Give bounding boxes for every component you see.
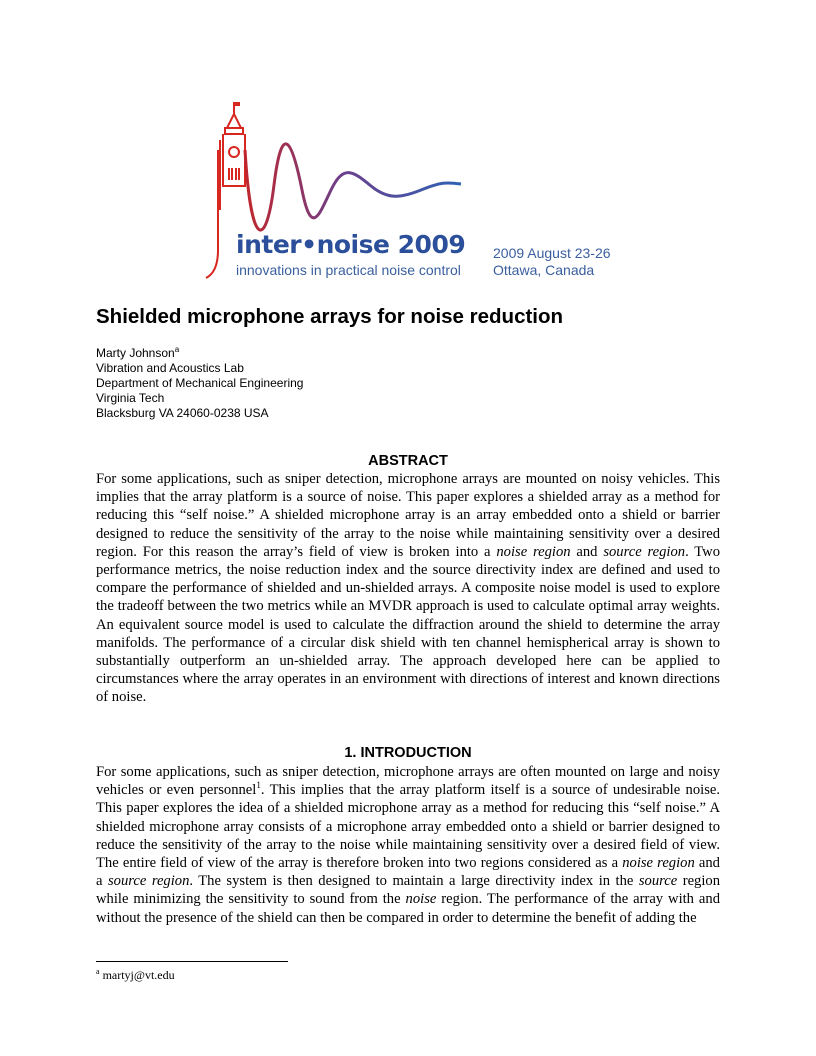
introduction-text: . The system is then designed to maintain a large directivity index in the — [189, 873, 639, 890]
introduction-heading: 1. INTRODUCTION — [344, 745, 472, 761]
paper-title: Shielded microphone arrays for noise reduction — [96, 305, 564, 328]
sound-wave — [245, 144, 461, 230]
affiliation-department: Department of Mechanical Engineering — [96, 376, 304, 390]
author-block — [96, 346, 303, 421]
introduction-emphasis: source region — [107, 873, 190, 890]
conference-date: 2009 August 23-26 — [493, 245, 611, 261]
abstract-paragraph — [96, 470, 720, 707]
citation-marker: 1 — [256, 780, 261, 791]
introduction-paragraph — [96, 763, 720, 927]
abstract-text: For some applications, such as sniper detection, microphone arrays are mounted on noisy vehicles. This implies that the array platform is a source of noise. This paper explores a shielded array as a method for reducing this “self noise.” A shielded microphone array is an array embedded onto a shield or barrier designed to reduce the sensitivity of the array to the noise while maintaining sensitivity over a desired region. For this reason the array’s field of view is broken into a — [96, 471, 720, 560]
abstract-text: and — [570, 543, 604, 560]
introduction-text: For some applications, such as sniper detection, microphone arrays are often mounted on large and noisy vehicles or even personnel — [96, 764, 720, 799]
footnote-email[interactable]: martyj@vt.edu — [102, 968, 175, 982]
abstract-text: . Two performance metrics, the noise reduction index and the source directivity index are defined and used to compare the performance of shielded and un-shielded arrays. A composite noise model is used to explore the tradeoff between the two metrics while an MVDR approach is used to calculate optimal array weights. An equivalent source model is used to calculate the diffraction around the shield to determine the array manifolds. The performance of a circular disk shield with ten channel hemispherical array is shown to substantially outperform an un-shielded array. The approach developed here can be applied to circumstances where the array operates in an environment with directions of interest and known directions of noise. — [96, 543, 721, 706]
conference-name: inter•noise 2009 — [236, 230, 466, 259]
footnote-divider — [96, 961, 288, 962]
abstract-heading: ABSTRACT — [368, 453, 448, 469]
affiliation-address: Blacksburg VA 24060-0238 USA — [96, 406, 269, 420]
author-name: Marty Johnson — [96, 346, 175, 360]
affiliation-lab: Vibration and Acoustics Lab — [96, 361, 244, 375]
introduction-text: . This implies that the array platform itself is a source of undesirable noise. This paper explores the idea of a shielded microphone array as a method for reducing this “self noise.” A shielded microphone array consists of a microphone array embedded onto a shield or barrier designed to reduce the sensitivity of the array to the noise while maintaining sensitivity over a desired field of view. The entire field of view of the array is therefore broken into two regions considered as a — [96, 782, 721, 872]
affiliation-university: Virginia Tech — [96, 391, 165, 405]
conference-logo — [196, 100, 626, 285]
introduction-text: region while minimizing the sensitivity to sound from the — [96, 873, 720, 908]
footnote — [96, 968, 175, 983]
abstract-emphasis: source region — [603, 543, 686, 560]
introduction-text: and a — [96, 855, 720, 890]
abstract-emphasis: noise region — [496, 543, 571, 560]
introduction-emphasis: noise — [405, 891, 437, 908]
introduction-text: region. The performance of the array with and without the presence of the shield can then be compared in order to determine the benefit of adding the — [96, 891, 720, 926]
author-footnote-marker: a — [174, 345, 180, 354]
conference-location: Ottawa, Canada — [493, 262, 595, 278]
introduction-emphasis: noise region — [622, 855, 695, 872]
introduction-emphasis: source — [638, 873, 678, 890]
footnote-marker: a — [96, 967, 100, 976]
author-name-line — [96, 346, 303, 361]
conference-tagline: innovations in practical noise control — [236, 262, 461, 278]
